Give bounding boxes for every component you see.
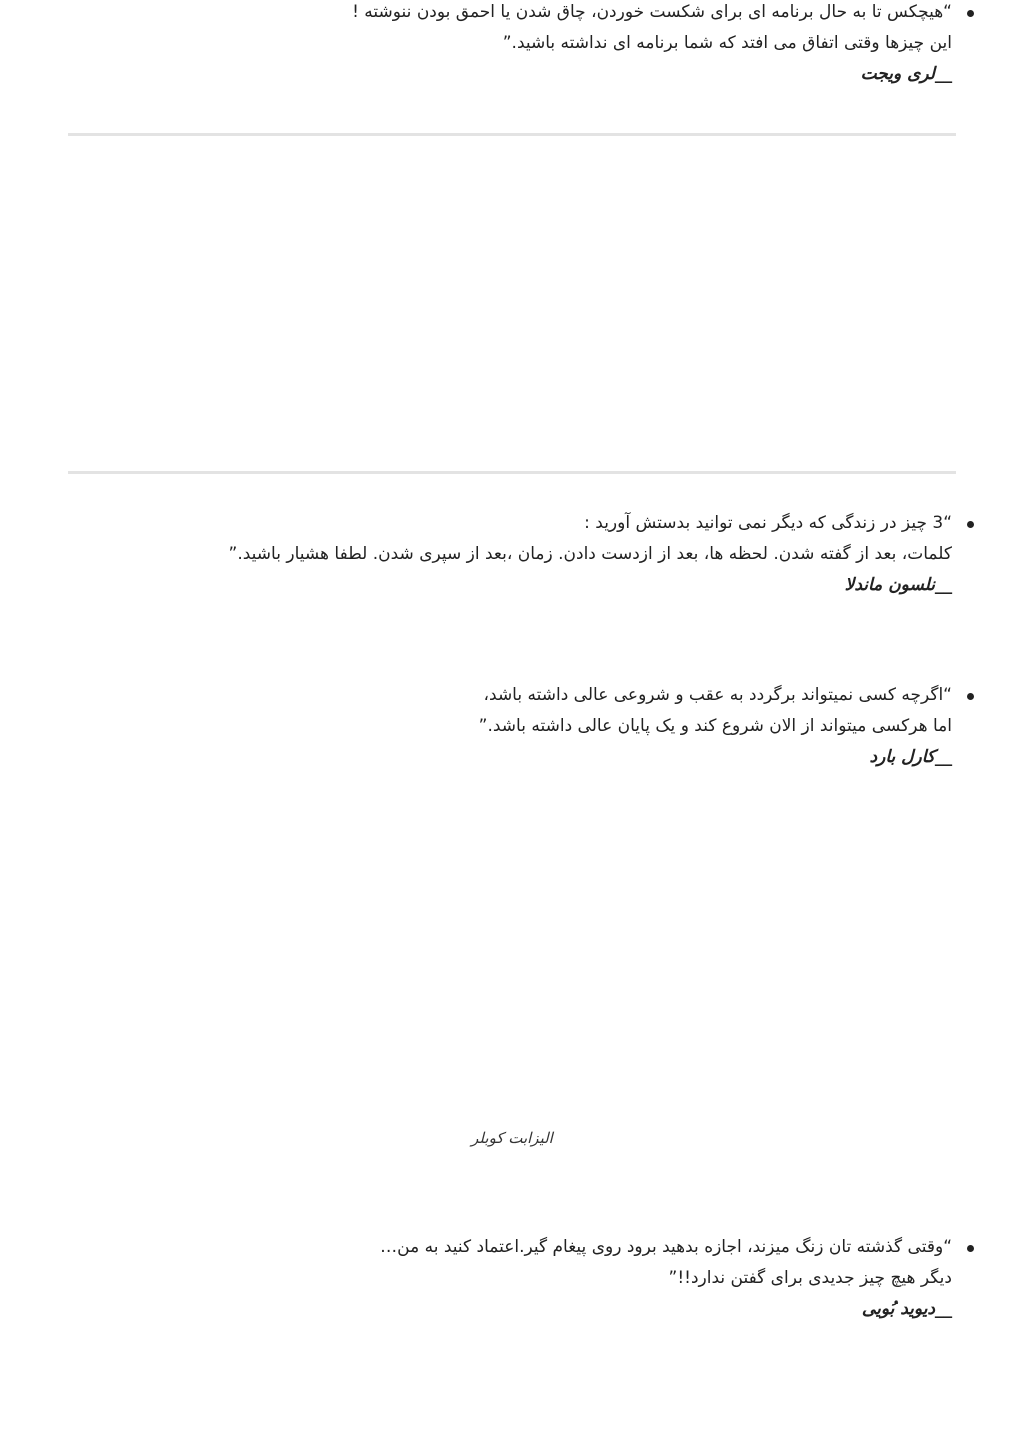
quote-line: “اگرچه کسی نمیتواند برگردد به عقب و شروعی عالی داشته باشد، bbox=[72, 680, 952, 711]
quote-line: “وقتی گذشته تان زنگ میزند، اجازه بدهید برود روی پیغام گیر.اعتماد کنید به من… bbox=[72, 1232, 952, 1263]
quote-block-2 bbox=[72, 508, 952, 601]
bullet-icon bbox=[967, 10, 974, 17]
divider-bottom bbox=[68, 471, 956, 474]
quote-author: __دیوید بُویی bbox=[861, 1299, 952, 1319]
quote-line: “هیچکس تا به حال برنامه ای برای شکست خوردن، چاق شدن یا احمق بودن ننوشته ! bbox=[72, 0, 952, 28]
bullet-icon bbox=[967, 521, 974, 528]
quote-author: __کارل بارد bbox=[869, 747, 952, 767]
quote-block-4 bbox=[72, 1232, 952, 1325]
image-caption: الیزابت کوبلر bbox=[471, 1129, 553, 1147]
quote-line: کلمات، بعد از گفته شدن. لحظه ها، بعد از ازدست دادن. زمان ،بعد از سپری شدن. لطفا هشیار باشید.” bbox=[228, 544, 952, 564]
quote-line: دیگر هیچ چیز جدیدی برای گفتن ندارد!!” bbox=[668, 1268, 952, 1288]
quote-author: __لری ویجت bbox=[860, 64, 952, 84]
quote-block-3 bbox=[72, 680, 952, 773]
divider-top bbox=[68, 133, 956, 136]
quote-author: __نلسون ماندلا bbox=[844, 575, 952, 595]
bullet-icon bbox=[967, 693, 974, 700]
quote-line: “3 چیز در زندگی که دیگر نمی توانید بدستش آورید : bbox=[72, 508, 952, 539]
quote-block-1 bbox=[72, 0, 952, 90]
bullet-icon bbox=[967, 1245, 974, 1252]
quote-line: اما هرکسی میتواند از الان شروع کند و یک پایان عالی داشته باشد.” bbox=[478, 716, 952, 736]
quote-line: این چیزها وقتی اتفاق می افتد که شما برنامه ای نداشته باشید.” bbox=[502, 33, 952, 53]
